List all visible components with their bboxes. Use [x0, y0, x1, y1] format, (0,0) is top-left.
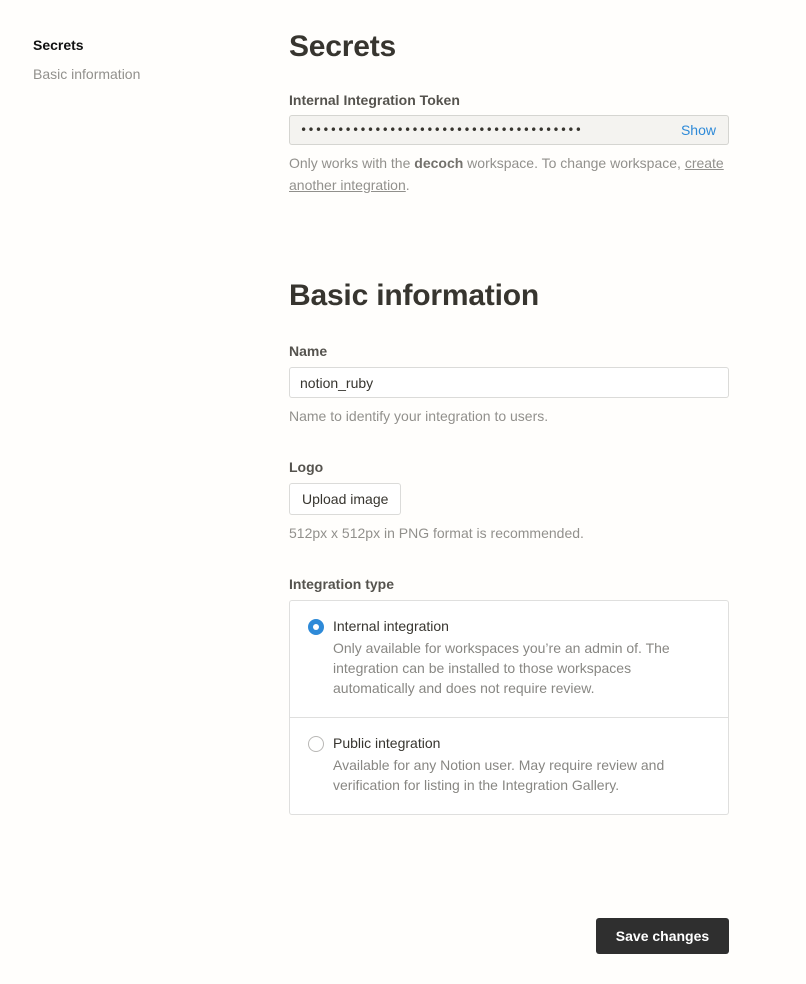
create-integration-link[interactable]: create another integration [289, 155, 724, 193]
sidebar-nav [33, 37, 140, 95]
sidebar-item-secrets[interactable]: Secrets [33, 37, 84, 53]
public-integration-title: Public integration [333, 735, 441, 751]
logo-label: Logo [289, 459, 324, 475]
save-changes-button[interactable]: Save changes [596, 918, 729, 954]
workspace-name: decoch [414, 155, 464, 171]
token-help [289, 152, 729, 196]
internal-integration-radio[interactable] [308, 619, 324, 635]
public-integration-option[interactable] [290, 717, 728, 814]
token-help-suffix: . [405, 177, 410, 193]
show-token-button[interactable]: Show [680, 122, 716, 138]
logo-help: 512px x 512px in PNG format is recommended. [289, 525, 584, 541]
integration-type-label: Integration type [289, 576, 395, 592]
public-integration-radio[interactable] [308, 736, 324, 752]
settings-main [289, 30, 729, 815]
name-label: Name [289, 343, 328, 359]
token-label: Internal Integration Token [289, 92, 460, 108]
name-help: Name to identify your integration to users. [289, 408, 549, 424]
token-field [289, 115, 729, 145]
basic-information-section [289, 279, 729, 815]
internal-integration-description: Only available for workspaces you’re an admin of. The integration can be installed to those workspaces automatically and does not require review. [333, 640, 670, 696]
token-help-middle: workspace. To change workspace, [463, 155, 685, 171]
upload-image-button[interactable]: Upload image [289, 483, 401, 515]
internal-integration-option[interactable] [290, 601, 728, 717]
token-help-prefix: Only works with the [289, 155, 415, 171]
integration-type-radio-group [289, 600, 729, 815]
public-integration-description: Available for any Notion user. May require review and verification for listing in the Integration Gallery. [333, 757, 665, 793]
internal-integration-title: Internal integration [333, 618, 449, 634]
name-input[interactable] [289, 367, 729, 398]
sidebar-item-basic-information[interactable]: Basic information [33, 66, 141, 82]
basic-information-heading: Basic information [289, 279, 539, 312]
token-mask: •••••••••••••••••••••••••••••••••••••• [300, 123, 583, 137]
secrets-heading: Secrets [289, 30, 397, 63]
secrets-section [289, 30, 729, 196]
